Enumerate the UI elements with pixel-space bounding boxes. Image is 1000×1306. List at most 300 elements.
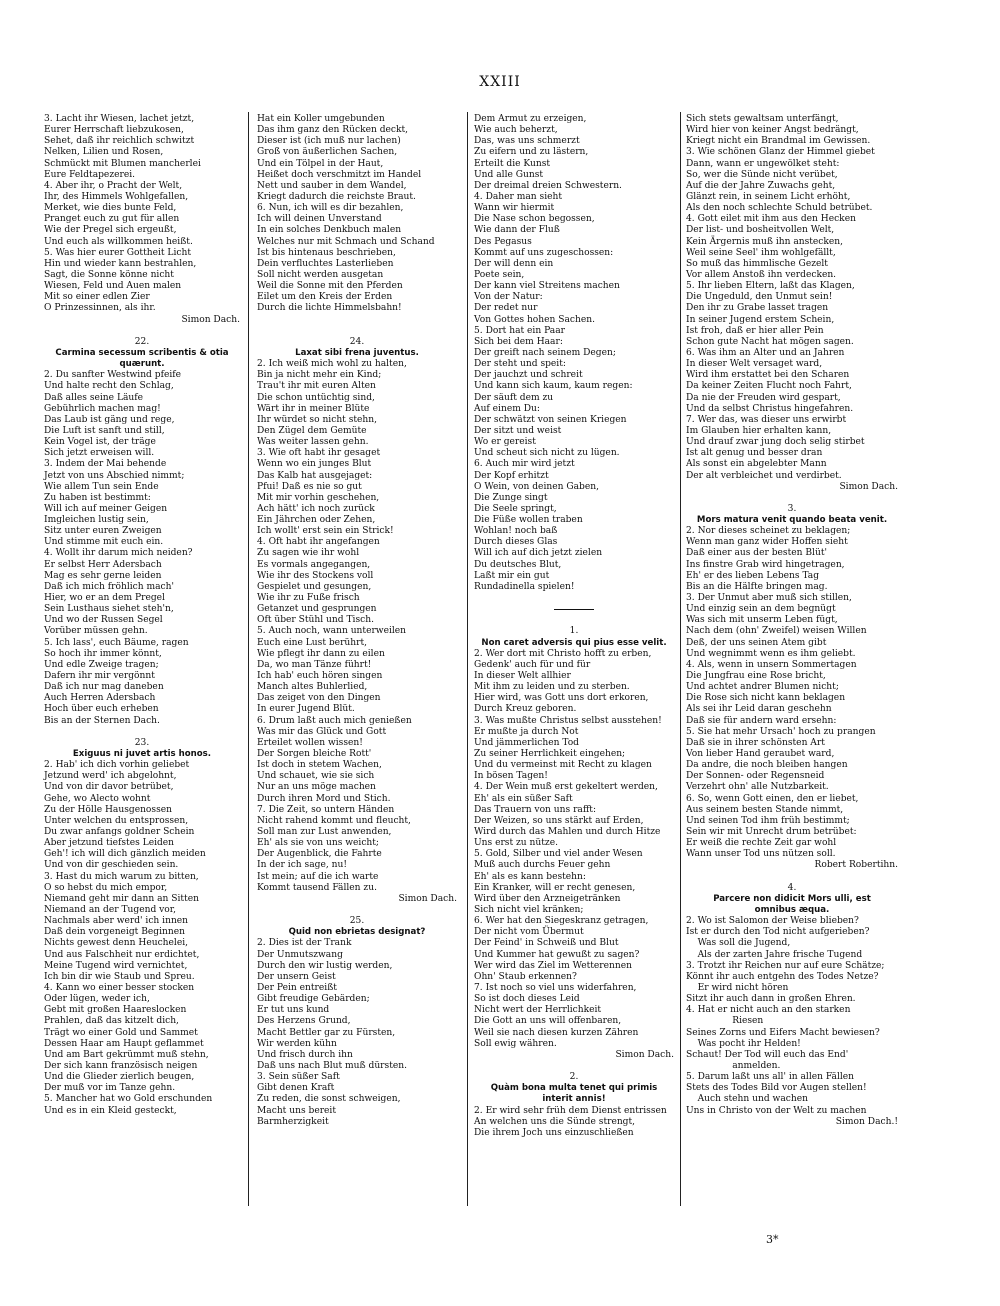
verse-line: Sich nicht viel kränken; [474,904,584,915]
verse-line: Da, wo man Tänze führt! [257,659,372,670]
verse-line: Der nicht vom Übermut [474,927,584,938]
verse-line: Dieser ist (ich muß nur lachen) [257,136,401,147]
verse-line: Macht uns bereit [257,1105,336,1116]
verse-line: 4. Als, wenn in unsern Sommertagen [686,659,857,670]
verse-line: Kommt tausend Fällen zu. [257,882,377,893]
verse-line: Zu der Hölle Hausgenossen [44,804,172,815]
poem-number: 2. [569,1072,579,1083]
column-rule-3 [680,112,681,1206]
verse-line: 6. Wer hat den Siegeskranz getragen, [474,916,649,927]
verse-line: Nur an uns möge machen [257,782,376,793]
verse-line: 2. Wo ist Salomon der Weise blieben? [686,916,859,927]
verse-line: 5. Sie hat mehr Ursach' hoch zu prangen [686,726,876,737]
verse-line: Hat ein Koller umgebunden [257,114,385,124]
author-line: Simon Dach. [398,893,457,904]
verse-line: Den Zügel dem Gemüte [257,425,367,436]
verse-line: 3. Was mußte Christus selbst ausstehen! [474,715,662,726]
verse-line: 2. Er wird sehr früh dem Dienst entrissen [474,1105,667,1116]
verse-line: Auf die der Jahre Zuwachs geht, [686,180,836,191]
verse-line: Bis an die Hälfte bringen mag. [686,581,828,592]
verse-line: Hin und wieder kann bestrahlen, [44,258,197,269]
verse-line: Groß von äußerlichen Sachen, [257,147,398,158]
verse-line: Oder lügen, weder ich, [44,994,150,1005]
verse-line: So, wer die Sünde nicht verübet, [686,169,838,180]
verse-line: In seiner Jugend erstem Schein, [686,314,835,325]
verse-line: Eurer Herrschaft liebzukosen, [44,125,184,136]
verse-line: Und achtet andrer Blumen nicht; [686,682,839,693]
poem-number: 25. [349,916,365,927]
verse-line: Laßt mir ein gut [474,570,550,581]
verse-line: 3. Hast du mich warum zu bitten, [44,871,199,882]
verse-line: 4. Aber ihr, o Pracht der Welt, [44,180,183,191]
verse-line: Ich bin dir wie Staub und Spreu. [44,971,195,982]
verse-line: Erteilet wollen wissen! [257,737,363,748]
verse-line: Der kann viel Streitens machen [474,281,620,292]
verse-line: 3. Wie oft habt ihr gesaget [257,448,381,459]
verse-line: Eh' als ein süßer Saft [474,793,573,804]
verse-line: Und du vermeinst mit Recht zu klagen [474,760,652,771]
verse-line: Muß auch durchs Feuer gehn [474,860,611,871]
verse-line: Aus seinem besten Stande nimmt, [686,804,844,815]
verse-line: Was sich mit unserm Leben fügt, [686,615,838,626]
printer-signature: 3* [766,1233,779,1246]
verse-line: Der dreimal dreien Schwestern. [474,180,622,191]
verse-line: Mag es sehr gerne leiden [44,570,162,581]
verse-line: Und Kummer hat gewußt zu sagen? [474,949,640,960]
verse-line: Dem Armut zu erzeigen, [474,114,587,124]
verse-line: Uns erst zu nütze. [474,838,558,849]
verse-line: Eh' als sie von uns weicht; [257,838,379,849]
verse-line: Uns in Christo von der Welt zu machen [686,1105,867,1116]
column-rule-1 [248,112,249,1206]
blank-line [686,493,898,504]
verse-line: Macht Bettler gar zu Fürsten, [257,1027,396,1038]
verse-line: Nicht wert der Herrlichkeit [474,1005,602,1016]
blank-line [474,593,674,604]
verse-line: So muß das himmlische Gezelt [686,258,828,269]
verse-line: Was mir das Glück und Gott [257,726,387,737]
verse-line: Soll ewig währen. [474,1038,557,1049]
verse-line: Durch Kreuz geboren. [474,704,577,715]
text-column-3 [474,114,674,1139]
verse-line: Wer wird das Ziel im Wetterennen [474,960,632,971]
verse-line: Zu eifern und zu lästern, [474,147,589,158]
verse-line: 5. Auch noch, wann unterweilen [257,626,407,637]
verse-line: Daß dein vorgeneigt Beginnen [44,927,185,938]
column-rule-2 [467,112,468,1206]
verse-line: Kriegt dadurch die reichste Braut. [257,191,416,202]
verse-line: Bin ja nicht mehr ein Kind; [257,370,382,381]
text-column-2 [257,114,457,1128]
verse-line: Mit so einer edlen Zier [44,292,150,303]
verse-line: Mit ihm zu leiden und zu sterben. [474,682,630,693]
verse-line: Und halte recht den Schlag, [44,381,174,392]
verse-line: O Prinzessinnen, als ihr. [44,303,156,314]
verse-line: Wohlan! noch baß [474,526,558,537]
verse-line: 3. Wie schönen Glanz der Himmel giebet [686,147,875,158]
verse-line: Der säuft dem zu [474,392,554,403]
verse-line: Das Trauern von uns rafft: [474,804,597,815]
poem-title: Parcere non didicit Mors ulli, est [713,893,871,904]
verse-line: O Wein, von deinen Gaben, [474,481,599,492]
verse-line: Jetzund werd' ich abgelohnt, [44,771,177,782]
verse-line: Wie auch beherzt, [474,125,558,136]
verse-line: Und ein Tölpel in der Haut, [257,158,384,169]
blank-line [686,872,898,883]
verse-line: Wird ihm erstattet bei den Scharen [686,370,850,381]
verse-line: Niemand an der Tugend vor, [44,904,177,915]
poem-number: 4. [787,882,797,893]
verse-line: Er weiß die rechte Zeit gar wohl [686,838,837,849]
verse-line: 3. Lacht ihr Wiesen, lachet jetzt, [44,114,195,124]
verse-line: Kein Vogel ist, der träge [44,437,156,448]
verse-line: Daß einer aus der besten Blüt' [686,548,827,559]
verse-line: 3. Der Unmut aber muß sich stillen, [686,593,852,604]
verse-line: 5. Mancher hat wo Gold erschunden [44,1094,213,1105]
verse-line: 2. Hab' ich dich vorhin geliebet [44,760,190,771]
verse-line: Schaut! Der Tod will euch das End' [686,1049,849,1060]
verse-line: Merket, wie dies bunte Feld, [44,203,177,214]
verse-line: Durch ihren Mord und Stich. [257,793,391,804]
verse-line: So hoch ihr immer könnt, [44,648,162,659]
verse-line: Die schon untüchtig sind, [257,392,375,403]
blank-line [257,326,457,337]
verse-line: Er tut uns kund [257,1005,330,1016]
verse-line: 4. Gott eilet mit ihm aus den Hecken [686,214,856,225]
blank-line [474,615,674,626]
verse-line: Weil sie nach diesen kurzen Zähren [474,1027,639,1038]
poem-title: Quid non ebrietas designat? [288,927,426,938]
verse-line: Unter welchen du entsprossen, [44,815,189,826]
poem-title: quærunt. [119,359,165,370]
verse-line: Ihr, des Himmels Wohlgefallen, [44,191,189,202]
verse-line: Der alt verbleichet und verdirbet. [686,470,842,481]
verse-line: Daß ich nur mag daneben [44,682,164,693]
verse-line: Gibt denen Kraft [257,1083,335,1094]
verse-line: Das Laub ist gäng und rege, [44,414,175,425]
poem-title: Exiguus ni juvet artis honos. [72,749,212,760]
verse-line: Daß alles seine Läufe [44,392,144,403]
verse-line: Der Unmutszwang [257,949,343,960]
verse-line: In ein solches Denkbuch malen [257,225,402,236]
verse-line: Ins finstre Grab wird hingetragen, [686,559,845,570]
verse-line: 5. Ich lass', euch Bäume, ragen [44,637,189,648]
verse-line: Nelken, Lilien und Rosen, [44,147,164,158]
verse-line: Ein Jährchen oder Zehen, [257,515,376,526]
text-column-1 [44,114,240,1117]
verse-line: 5. Gold, Silber und viel ander Wesen [474,849,643,860]
verse-line: Durch dieses Glas [474,537,558,548]
verse-line: Riesen [686,1016,764,1027]
text-column-4 [686,114,898,1128]
verse-line: Durch die lichte Himmelsbahn! [257,303,402,314]
verse-line: Wie allem Tun sein Ende [44,481,159,492]
verse-line: Weil seine Seel' ihm wohlgefällt, [686,247,836,258]
author-line: Simon Dach.! [835,1116,898,1127]
verse-line: 4. Wollt ihr darum mich neiden? [44,548,193,559]
verse-line: Der Weizen, so uns stärkt auf Erden, [474,815,644,826]
verse-line: Wie dann der Fluß [474,225,560,236]
verse-line: 4. Oft habt ihr angefangen [257,537,380,548]
blank-line [44,326,240,337]
verse-line: Da keiner Zeiten Flucht noch Fahrt, [686,381,852,392]
verse-line: Der Sonnen- oder Regensneid [686,771,825,782]
verse-line: Niemand geht mir dann an Sitten [44,893,199,904]
blank-line [44,727,240,738]
verse-line: Weil die Sonne mit den Pferden [257,281,403,292]
verse-line: Ihr würdet so nicht stehn, [257,414,378,425]
verse-line: Seines Zorns und Eifers Macht bewiesen? [686,1027,880,1038]
verse-line: 4. Kann wo einer besser stocken [44,982,195,993]
poem-number: 24. [349,336,365,347]
verse-line: Von der Natur: [474,292,543,303]
verse-line: Als sei ihr Leid daran geschehn [686,704,832,715]
verse-line: Vor allem Anstoß ihn verdecken. [686,269,837,280]
verse-line: 6. Drum laßt auch mich genießen [257,715,412,726]
verse-line: Nett und sauber in dem Wandel, [257,180,407,191]
verse-line: 7. Ist noch so viel uns widerfahren, [474,982,637,993]
verse-line: In dieser Welt allhier [474,671,571,682]
verse-line: 4. Hat er nicht auch an den starken [686,1005,851,1016]
verse-line: 5. Was hier eurer Gottheit Licht [44,247,191,258]
verse-line: An welchen uns die Sünde strengt, [474,1116,636,1127]
verse-line: Soll nicht werden ausgetan [257,269,384,280]
verse-line: Hier, wo er an dem Pregel [44,593,165,604]
verse-line: Und edle Zweige tragen; [44,659,159,670]
verse-line: Der sitzt und weist [474,425,562,436]
verse-line: Sehet, daß ihr reichlich schwitzt [44,136,195,147]
verse-line: Manch altes Buhlerlied, [257,682,368,693]
verse-line: Auf einem Du: [474,403,540,414]
verse-line: Wie der Pregel sich ergeußt, [44,225,177,236]
verse-line: Und frisch durch ihn [257,1049,353,1060]
verse-line: Das Kalb hat ausgejaget: [257,470,373,481]
verse-line: Welches nur mit Schmach und Schand [257,236,435,247]
verse-line: Zu haben ist bestimmt: [44,492,151,503]
verse-line: Die Nase schon begossen, [474,214,595,225]
verse-line: Die Jungfrau eine Rose bricht, [686,671,826,682]
verse-line: Und es in ein Kleid gesteckt, [44,1105,177,1116]
verse-line: Das, was uns schmerzt [474,136,580,147]
verse-line: 6. So, wenn Gott einen, den er liebet, [686,793,859,804]
verse-line: Erteilt die Kunst [474,158,551,169]
verse-line: Der unsern Geist [257,971,336,982]
verse-line: Nachmals aber werd' ich innen [44,916,189,927]
section-rule [474,604,674,615]
verse-line: Könnt ihr auch entgehn des Todes Netze? [686,971,879,982]
verse-line: In bösen Tagen! [474,771,548,782]
verse-line: Gedenk' auch für und für [474,659,591,670]
verse-line: Der sich kann französisch neigen [44,1060,198,1071]
verse-line: 4. Der Wein muß erst gekeltert werden, [474,782,658,793]
verse-line: In eurer Jugend Blüt. [257,704,355,715]
verse-line: Es vormals angegangen, [257,559,371,570]
verse-line: Sagt, die Sonne könne nicht [44,269,174,280]
verse-line: Will ich auf dich jetzt zielen [474,548,603,559]
verse-line: Da nie der Freuden wird gespart, [686,392,841,403]
verse-line: Und von dir davor betrübet, [44,782,174,793]
verse-line: Sein wir mit Unrecht drum betrübet: [686,827,857,837]
verse-line: Glänzt rein, in seinem Licht erhöht, [686,191,851,202]
verse-line: Wann wir hiermit [474,203,555,214]
page-number: XXIII [479,74,521,90]
verse-line: 5. Darum laßt uns all' in allen Fällen [686,1072,855,1083]
verse-line: Der Feind' in Schweiß und Blut [474,938,619,949]
verse-line: Wird über den Arzneigetränken [474,893,621,904]
verse-line: Und wegnimmt wenn es ihm geliebt. [686,648,856,659]
verse-line: Zu reden, die sonst schweigen, [257,1094,401,1105]
verse-line: Den ihr zu Grabe lasset tragen [686,303,829,314]
verse-line: Kommt auf uns zugeschossen: [474,247,614,258]
verse-line: Daß sie in ihrer schönsten Art [686,737,825,748]
verse-line: Du deutsches Blut, [474,559,562,570]
verse-line: Hoch über euch erheben [44,704,159,715]
verse-line: Der redet nur [474,303,538,314]
verse-line: Zu seiner Herrlichkeit eingehen; [474,749,626,760]
verse-line: Ist er durch den Tod nicht aufgerieben? [686,927,870,938]
verse-line: Sitz unter euren Zweigen [44,526,162,537]
verse-line: Eh' als es kann bestehn: [474,871,586,882]
verse-line: Als der zarten Jahre frische Tugend [686,949,863,960]
verse-line: Daß ich mich fröhlich mach' [44,581,174,592]
verse-line: Prahlen, daß das kitzelt dich, [44,1016,179,1027]
verse-line: anmelden. [686,1060,781,1071]
verse-line: Ist alt genug und besser dran [686,448,823,459]
verse-line: Wenn man ganz wider Hoffen sieht [686,537,848,548]
author-line: Simon Dach. [615,1049,674,1060]
verse-line: Der steht und speit: [474,359,566,370]
verse-line: Geh'! ich will dich gänzlich meiden [44,849,206,860]
verse-line: 6. Auch mir wird jetzt [474,459,575,470]
verse-line: Wird durch das Mahlen und durch Hitze [474,827,661,837]
verse-line: Du zwar anfangs goldner Schein [44,827,195,837]
verse-line: Ohn' Staub erkennen? [474,971,577,982]
verse-line: Der Augenblick, die Fahrte [257,849,382,860]
verse-line: 4. Daher man sieht [474,191,563,202]
verse-line: Pfui! Daß es nie so gut [257,481,362,492]
verse-line: Auch Herren Adersbach [44,693,156,704]
verse-line: Des Herzens Grund, [257,1016,351,1027]
verse-line: Er selbst Herr Adersbach [44,559,162,570]
poem-title: interit annis! [542,1094,606,1105]
verse-line: Und alle Gunst [474,169,544,180]
verse-line: Schmückt mit Blumen mancherlei [44,158,201,169]
verse-line: Wärt ihr in meiner Blüte [257,403,370,414]
verse-line: Und von dir geschieden sein. [44,860,179,871]
verse-line: Heißet doch verschmitzt im Handel [257,169,422,180]
verse-line: Und die Glieder zierlich beugen, [44,1072,195,1083]
verse-line: Sich jetzt erweisen will. [44,448,155,459]
verse-line: Und aus Falschheit nur erdichtet, [44,949,200,960]
verse-line: Des Pegasus [474,236,532,247]
verse-line: Ein Kranker, will er recht genesen, [474,882,636,893]
verse-line: Was weiter lassen gehn. [257,437,369,448]
verse-line: Gebt mit großen Haareslocken [44,1005,187,1016]
verse-line: Der Pein entreißt [257,982,337,993]
verse-line: Gespielet und gesungen, [257,581,372,592]
verse-line: Er mußte ja durch Not [474,726,579,737]
verse-line: Dessen Haar am Haupt geflammet [44,1038,204,1049]
verse-line: Als sonst ein abgelebter Mann [686,459,827,470]
verse-line: Von Gottes hohen Sachen. [474,314,595,325]
verse-line: Sich bei dem Haar: [474,336,563,347]
verse-line: Ich will deinen Unverstand [257,214,382,225]
verse-line: Will ich auf meiner Geigen [44,503,168,514]
poem-title: Laxat sibi frena juventus. [295,347,419,358]
verse-line: Rundadinella spielen! [474,581,575,592]
verse-line: Der list- und bosheitvollen Welt, [686,225,835,236]
verse-line: Und einzig sein an dem begnügt [686,604,836,615]
verse-line: Ich hab' euch hören singen [257,671,383,682]
verse-line: Stets des Todes Bild vor Augen stellen! [686,1083,867,1094]
verse-line: Ist mein; auf die ich warte [257,871,379,882]
verse-line: Die Gott an uns will offenbaren, [474,1016,622,1027]
verse-line: Und seinen Tod ihm früh bestimmt; [686,815,850,826]
verse-line: Pranget euch zu gut für allen [44,214,180,225]
verse-line: Der Kopf erhitzt [474,470,549,481]
verse-line: In dieser Welt versaget ward, [686,359,823,370]
verse-line: Schon gute Nacht hat mögen sagen. [686,336,854,347]
verse-line: Wenn wo ein junges Blut [257,459,372,470]
verse-line: Mit mir vorhin geschehen, [257,492,380,503]
verse-line: Die Füße wollen traben [474,515,583,526]
verse-line: Das zeiget von den Dingen [257,693,381,704]
verse-line: 6. Was ihm an Alter und an Jahren [686,347,845,358]
verse-line: Was soll die Jugend, [686,938,791,949]
verse-line: Auch stehn und wachen [686,1094,808,1105]
verse-line: Bis an der Sternen Dach. [44,715,160,726]
verse-line: Trau't ihr mit euren Alten [257,381,376,392]
verse-line: 3. Sein süßer Saft [257,1072,340,1083]
verse-line: 3. Trotzt ihr Reichen nur auf eure Schätze; [686,960,885,971]
verse-line: Die Ungeduld, den Unmut sein! [686,292,833,303]
verse-line: Der will denn ein [474,258,554,269]
verse-line: Zu sagen wie ihr wohl [257,548,360,559]
verse-line: Und wo der Russen Segel [44,615,163,626]
verse-line: Sich stets gewaltsam unterfängt, [686,114,839,124]
verse-line: Im Glauben hier erhalten kann, [686,425,832,436]
poem-number: 23. [134,737,150,748]
verse-line: Meine Tugend wird vernichtet, [44,960,188,971]
verse-line: Ist bis hintenaus beschrieben, [257,247,396,258]
verse-line: Ist froh, daß er hier aller Pein [686,325,824,336]
verse-line: Die ihrem Joch uns einzuschließen [474,1127,634,1138]
verse-line: Euch eine Lust berührt, [257,637,368,648]
verse-line: Wird hier von keiner Angst bedrängt, [686,125,859,136]
verse-line: Gehe, wo Alecto wohnt [44,793,151,804]
verse-line: Deß, der uns seinen Atem gibt [686,637,827,648]
verse-line: Und scheut sich nicht zu lügen. [474,448,620,459]
verse-line: Da andre, die noch bleiben hangen [686,760,848,771]
verse-line: 7. Die Zeit, so untern Händen [257,804,395,815]
verse-line: Von lieber Hand geraubet ward, [686,749,835,760]
poem-title: Quàm bona multa tenet qui primis [490,1083,658,1094]
verse-line: Ich wollt' erst sein ein Strick! [257,526,394,537]
verse-line: Gebührlich machen mag! [44,403,161,414]
verse-line: Die Seele springt, [474,503,557,514]
verse-line: Kriegt nicht ein Brandmal im Gewissen. [686,136,871,147]
verse-line: Wann unser Tod uns nützen soll. [686,849,836,860]
verse-line: Barmherzigkeit [257,1116,329,1127]
verse-line: Verzehrt ohn' alle Nutzbarkeit. [686,782,829,793]
poem-number: 1. [569,626,579,637]
verse-line: Die Zunge singt [474,492,548,503]
verse-line: Wir werden kühn [257,1038,337,1049]
verse-line: 6. Nun, ich will es dir bezahlen, [257,203,404,214]
verse-line: Und da selbst Christus hingefahren. [686,403,854,414]
verse-line: Soll man zur Lust anwenden, [257,827,392,837]
verse-line: Wie ihr des Stockens voll [257,570,374,581]
